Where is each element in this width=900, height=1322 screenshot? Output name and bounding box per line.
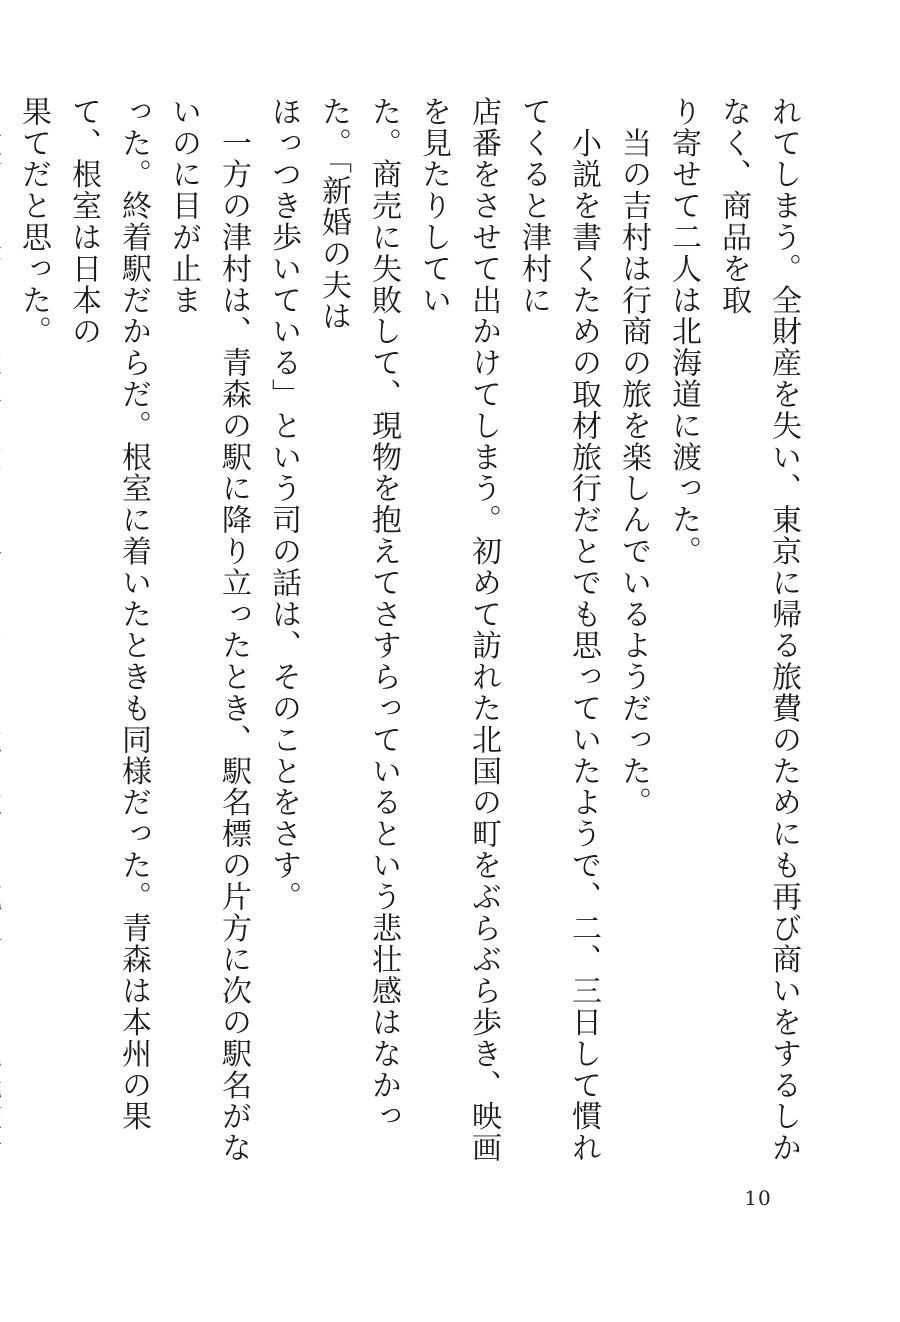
- text-column-11: [0, 96, 8, 1176]
- text-column-2: り寄せて二人は北海道に渡った。: [666, 96, 701, 567]
- text-column-8: 一方の津村は、青森の駅に降り立ったとき、駅名標の片方に次の駅名がないのに目が止ま: [166, 96, 251, 1164]
- text-column-9: った。終着駅だからだ。根室に着いたときも同様だった。青森は本州の果て、根室は日本の: [66, 96, 151, 1133]
- text-column-3: 当の吉村は行商の旅を楽しんでいるようだった。: [616, 96, 651, 819]
- text-column-6: た。商売に失敗して、現物を抱えてさすらっているという悲壮感はなかった。「新婚の夫は: [316, 96, 401, 1133]
- text-column-7: ほっつき歩いている」という司の話は、そのことをさす。: [266, 96, 301, 913]
- text-column-10: 果てだと思った。: [16, 96, 51, 348]
- text-column-4: 小説を書くための取材旅行だとでも思っていたようで、二、三日して慣れてくると津村に: [516, 96, 601, 1164]
- text-column-1: れてしまう。全財産を失い、東京に帰る旅費のためにも再び商いをするしかなく、商品を取: [716, 96, 801, 1164]
- text-column-5: 店番をさせて出かけてしまう。初めて訪れた北国の町をぶらぶら歩き、映画を見たりしてい: [416, 96, 501, 1164]
- page-number: 10: [744, 1186, 772, 1210]
- vertical-text-body: [16, 96, 808, 1176]
